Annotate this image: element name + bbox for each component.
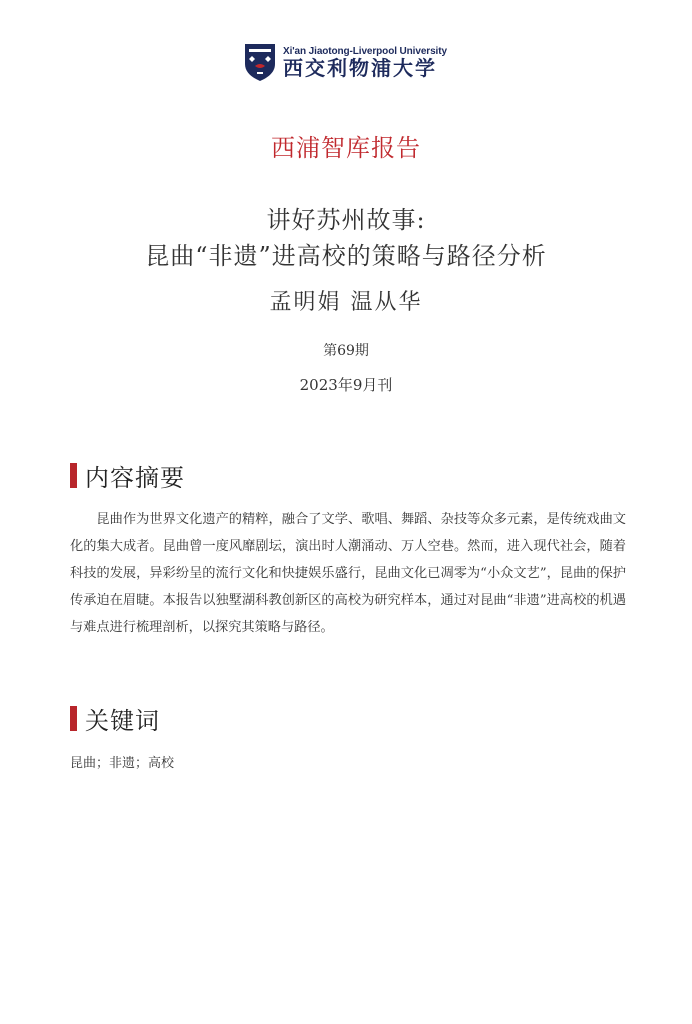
report-series: 西浦智库报告 [271, 134, 421, 162]
abstract-text: 昆曲作为世界文化遗产的精粹，融合了文学、歌唱、舞蹈、杂技等众多元素，是传统戏曲文化的集大成者。昆曲曾一度风靡剧坛，演出时人潮涌动、万人空巷。然而，进入现代社会，随着科技的发展，异彩纷呈的流行文化和快捷娱乐盛行，昆曲文化已凋零为“小众文艺”，昆曲的保护传承迫在眉睫。本报告以独墅湖科教创新区的高校为研究样本，通过对昆曲“非遗”进高校的机遇与难点进行梳理剖析，以探究其策略与路径。 [70, 512, 626, 635]
abstract-heading [70, 458, 185, 493]
report-issue: 第69期 [323, 343, 369, 359]
university-name-en: Xi'an Jiaotong-Liverpool University [283, 45, 447, 57]
report-title-line2: 昆曲“非遗”进高校的策略与路径分析 [145, 242, 547, 270]
abstract-heading-label: 内容摘要 [85, 464, 185, 492]
section-marker-bar [70, 463, 77, 488]
keywords-text: 昆曲；非遗；高校 [70, 756, 175, 771]
university-logo [243, 42, 447, 82]
report-title-line1: 讲好苏州故事: [266, 206, 426, 234]
xjtlu-shield-icon [243, 42, 277, 82]
report-authors: 孟明娟 温从华 [269, 290, 423, 315]
keywords-heading [70, 701, 160, 736]
keywords-heading-label: 关键词 [85, 707, 160, 735]
university-name-cn: 西交利物浦大学 [283, 55, 437, 80]
report-date: 2023年9月刊 [299, 376, 393, 394]
section-marker-bar [70, 706, 77, 731]
